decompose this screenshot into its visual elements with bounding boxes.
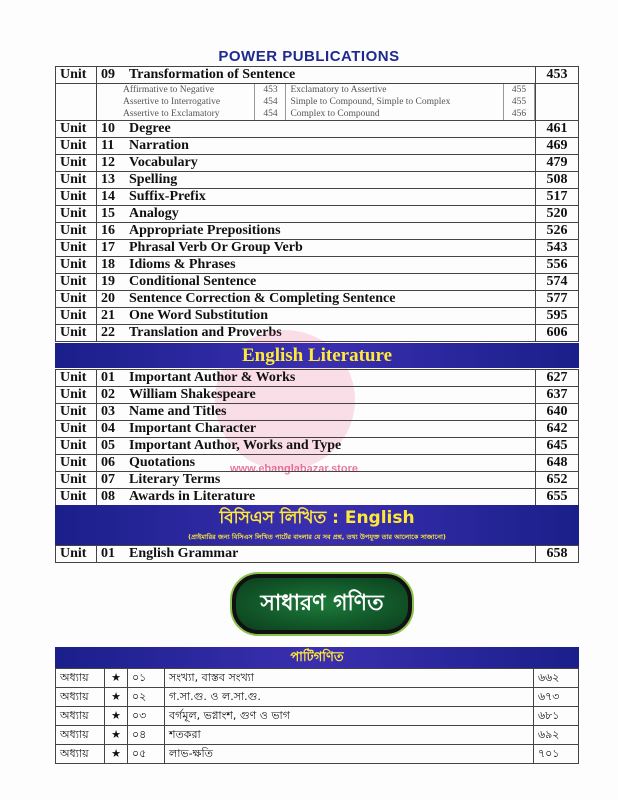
arithmetic-heading: পাটিগণিত <box>55 647 579 668</box>
toc-row <box>56 387 579 404</box>
toc-row <box>56 745 579 764</box>
toc-page: 508 <box>536 172 579 189</box>
toc-num: 10 <box>97 121 126 138</box>
toc-page: 556 <box>536 257 579 274</box>
toc-num: 12 <box>97 155 126 172</box>
toc-num: 06 <box>97 455 126 472</box>
toc-unit: Unit <box>56 387 97 404</box>
toc-right_page: 456 <box>504 108 535 120</box>
toc-page: 543 <box>536 240 579 257</box>
toc-row <box>119 96 535 108</box>
toc-title: Analogy <box>125 206 536 223</box>
literature-toc-table <box>55 369 579 506</box>
toc-left: Affirmative to Negative <box>119 84 255 96</box>
toc-left: Assertive to Exclamatory <box>119 108 255 120</box>
toc-title: বর্গমূল, ভগ্নাংশ, গুণ ও ভাগ <box>165 707 534 726</box>
toc-title: Important Author & Works <box>125 370 536 387</box>
toc-page: 648 <box>536 455 579 472</box>
toc-label: অধ্যায় <box>56 745 105 764</box>
toc-row <box>56 138 579 155</box>
toc-row <box>56 291 579 308</box>
toc-page: 526 <box>536 223 579 240</box>
grammar-toc-table <box>55 66 579 342</box>
toc-title: Quotations <box>125 455 536 472</box>
toc-page: 595 <box>536 308 579 325</box>
toc-num: 01 <box>97 546 126 563</box>
toc-title: Awards in Literature <box>125 489 536 506</box>
toc-right: Exclamatory to Assertive <box>286 84 504 96</box>
toc-num: 11 <box>97 138 126 155</box>
toc-label: অধ্যায় <box>56 688 105 707</box>
math-banner: সাধারণ গণিত <box>232 574 412 634</box>
toc-unit: Unit <box>56 546 97 563</box>
watermark-text: www.ebanglabazar.store <box>230 463 358 475</box>
toc-unit: Unit <box>56 370 97 387</box>
toc-right: Complex to Compound <box>286 108 504 120</box>
toc-page: 606 <box>536 325 579 342</box>
toc-title: Appropriate Prepositions <box>125 223 536 240</box>
toc-row <box>56 189 579 206</box>
toc-num: 19 <box>97 274 126 291</box>
toc-title: Phrasal Verb Or Group Verb <box>125 240 536 257</box>
toc-star: ★ <box>105 688 128 707</box>
toc-unit: Unit <box>56 438 97 455</box>
toc-page: 574 <box>536 274 579 291</box>
toc-title: Translation and Proverbs <box>125 325 536 342</box>
toc-row <box>56 206 579 223</box>
toc-star: ★ <box>105 669 128 688</box>
toc-row <box>56 370 579 387</box>
toc-row <box>56 669 579 688</box>
toc-row <box>56 707 579 726</box>
toc-num: 16 <box>97 223 126 240</box>
toc-title: Conditional Sentence <box>125 274 536 291</box>
toc-unit: Unit <box>56 206 97 223</box>
toc-num: 20 <box>97 291 126 308</box>
toc-num: 15 <box>97 206 126 223</box>
toc-unit: Unit <box>56 240 97 257</box>
toc-page: 642 <box>536 421 579 438</box>
toc-num: 22 <box>97 325 126 342</box>
toc-row <box>56 489 579 506</box>
toc-row <box>56 308 579 325</box>
toc-left_page: 453 <box>255 84 286 96</box>
toc-unit: Unit <box>56 325 97 342</box>
toc-num: 18 <box>97 257 126 274</box>
toc-label: অধ্যায় <box>56 726 105 745</box>
toc-unit: Unit <box>56 455 97 472</box>
toc-left_page: 454 <box>255 96 286 108</box>
toc-num: 17 <box>97 240 126 257</box>
toc-unit: Unit <box>56 121 97 138</box>
toc-right_page: 455 <box>504 96 535 108</box>
toc-title: গ.সা.গু. ও ল.সা.গু. <box>165 688 534 707</box>
toc-page: 469 <box>536 138 579 155</box>
literature-heading: English Literature <box>55 343 579 368</box>
toc-page: 577 <box>536 291 579 308</box>
toc-page: 627 <box>536 370 579 387</box>
toc-title: সংখ্যা, বাস্তব সংখ্যা <box>165 669 534 688</box>
toc-label: অধ্যায় <box>56 707 105 726</box>
toc-right: Simple to Compound, Simple to Complex <box>286 96 504 108</box>
toc-title: English Grammar <box>125 546 536 563</box>
toc-page: 517 <box>536 189 579 206</box>
toc-unit: Unit <box>56 172 97 189</box>
toc-page: 655 <box>536 489 579 506</box>
bcs-toc-table <box>55 545 579 563</box>
toc-row <box>56 240 579 257</box>
toc-page: 652 <box>536 472 579 489</box>
toc-left_page: 454 <box>255 108 286 120</box>
bcs-heading-band <box>55 505 579 545</box>
toc-row <box>56 223 579 240</box>
toc-page: 637 <box>536 387 579 404</box>
toc-num: 05 <box>97 438 126 455</box>
toc-unit: Unit <box>56 138 97 155</box>
toc-num: 13 <box>97 172 126 189</box>
toc-unit: Unit <box>56 155 97 172</box>
toc-unit: Unit <box>56 404 97 421</box>
toc-row <box>56 688 579 707</box>
toc-title: Important Author, Works and Type <box>125 438 536 455</box>
toc-row: Unit 09 Transformation of Sentence 453 <box>56 67 579 84</box>
toc-title: Degree <box>125 121 536 138</box>
toc-row <box>56 421 579 438</box>
toc-row <box>119 108 535 120</box>
toc-row <box>119 84 535 96</box>
toc-star: ★ <box>105 707 128 726</box>
toc-star: ★ <box>105 726 128 745</box>
toc-num: 03 <box>97 404 126 421</box>
toc-unit: Unit <box>56 489 97 506</box>
toc-title: Important Character <box>125 421 536 438</box>
toc-unit: Unit <box>56 274 97 291</box>
math-toc-table <box>55 668 579 764</box>
toc-page: ৬৯২ <box>534 726 579 745</box>
toc-row <box>56 546 579 563</box>
toc-unit: Unit <box>56 421 97 438</box>
toc-num: ০৩ <box>128 707 165 726</box>
toc-page: 520 <box>536 206 579 223</box>
toc-unit: Unit <box>56 291 97 308</box>
toc-num: ০৪ <box>128 726 165 745</box>
toc-star: ★ <box>105 745 128 764</box>
bcs-note: (প্রাইমারির জন্য বিসিএস লিখিত পার্টের বাংলার যে সব প্রশ্ন, তথ্য উপযুক্ত তার আলোকে সাজানো) <box>188 533 446 541</box>
toc-unit: Unit <box>56 308 97 325</box>
toc-num: ০৫ <box>128 745 165 764</box>
toc-left: Assertive to Interrogative <box>119 96 255 108</box>
toc-right_page: 455 <box>504 84 535 96</box>
toc-title: Sentence Correction & Completing Sentence <box>125 291 536 308</box>
toc-num: 02 <box>97 387 126 404</box>
toc-unit: Unit <box>56 472 97 489</box>
toc-title: Literary Terms <box>125 472 536 489</box>
toc-page: ৬৮১ <box>534 707 579 726</box>
toc-title: William Shakespeare <box>125 387 536 404</box>
toc-num: ০২ <box>128 688 165 707</box>
toc-row <box>56 438 579 455</box>
toc-title: Name and Titles <box>125 404 536 421</box>
toc-num: ০১ <box>128 669 165 688</box>
toc-page: 461 <box>536 121 579 138</box>
toc-title: লাভ-ক্ষতি <box>165 745 534 764</box>
toc-row <box>56 472 579 489</box>
toc-row <box>56 274 579 291</box>
toc-num: 08 <box>97 489 126 506</box>
toc-unit: Unit <box>56 189 97 206</box>
toc-row <box>56 172 579 189</box>
toc-page: ৬৭৩ <box>534 688 579 707</box>
toc-page: 658 <box>536 546 579 563</box>
toc-num: 14 <box>97 189 126 206</box>
toc-title: শতকরা <box>165 726 534 745</box>
toc-title: Narration <box>125 138 536 155</box>
toc-title: Vocabulary <box>125 155 536 172</box>
toc-unit: Unit <box>56 223 97 240</box>
toc-page: ৬৬২ <box>534 669 579 688</box>
toc-page: 640 <box>536 404 579 421</box>
toc-title: Idioms & Phrases <box>125 257 536 274</box>
bcs-heading: বিসিএস লিখিত : English <box>219 508 415 528</box>
subtopic-table <box>119 84 535 120</box>
toc-num: 21 <box>97 308 126 325</box>
toc-title: Suffix-Prefix <box>125 189 536 206</box>
toc-row <box>56 155 579 172</box>
toc-row <box>56 455 579 472</box>
toc-page: 479 <box>536 155 579 172</box>
toc-num: 04 <box>97 421 126 438</box>
toc-num: 01 <box>97 370 126 387</box>
toc-page: 645 <box>536 438 579 455</box>
toc-unit: Unit <box>56 257 97 274</box>
toc-row <box>56 404 579 421</box>
toc-title: One Word Substitution <box>125 308 536 325</box>
publisher-header: POWER PUBLICATIONS <box>218 48 400 65</box>
toc-row <box>56 257 579 274</box>
toc-row <box>56 121 579 138</box>
toc-label: অধ্যায় <box>56 669 105 688</box>
toc-row <box>56 726 579 745</box>
toc-title: Spelling <box>125 172 536 189</box>
toc-num: 07 <box>97 472 126 489</box>
toc-page: ৭০১ <box>534 745 579 764</box>
